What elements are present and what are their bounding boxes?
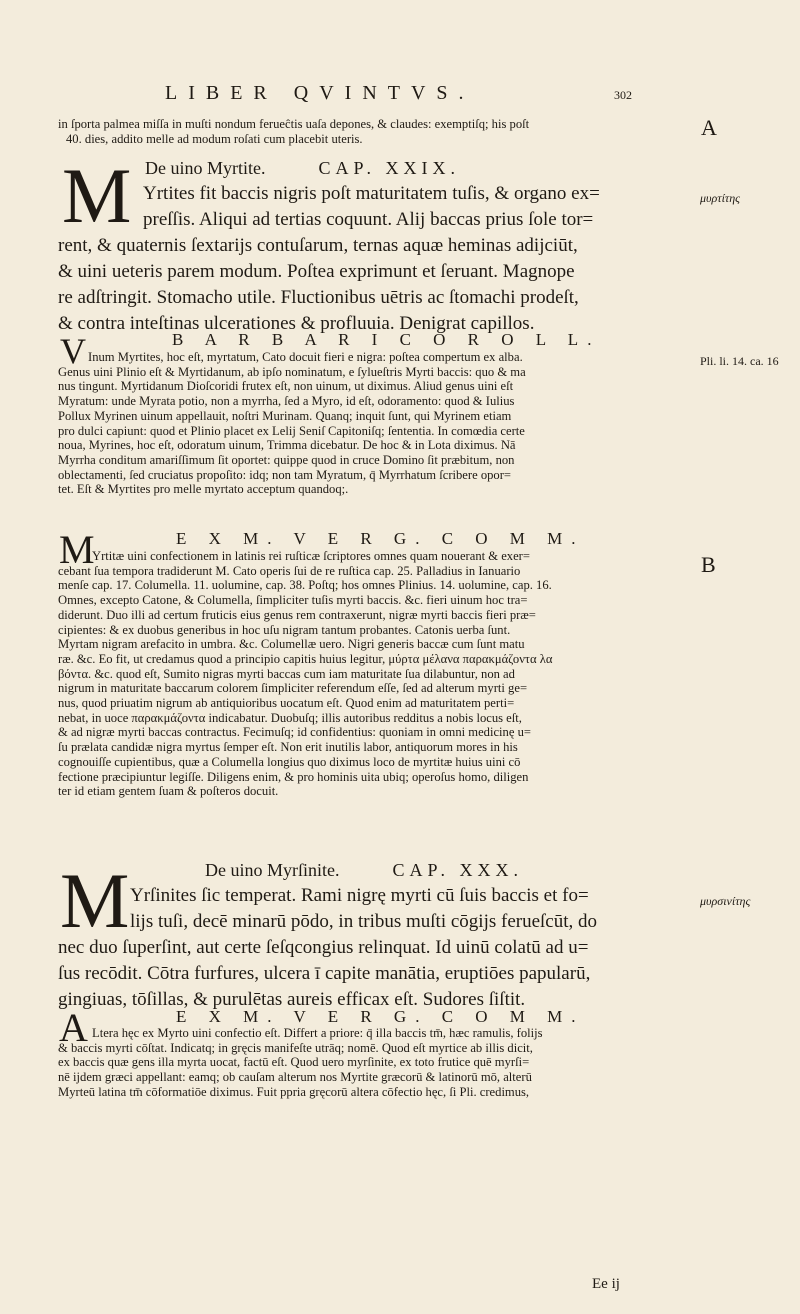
text-line: ſus recōdit. Cōtra furfures, ulcera ī capite manātia, eruptiōes papularū, — [58, 963, 591, 984]
chapter-title-row — [145, 156, 665, 180]
commentary-block — [58, 549, 686, 799]
text-line: oblectamenti, ſed cruciatus propoſito: idq; non tam Myratum, q̄ Myrrhatum ſcribere opor= — [58, 467, 512, 482]
section-heading: B A R B A R I C O R O L L. — [172, 330, 601, 349]
text-line: nigrum in maturitate baccarum colorem ſimpliciter referendum eſſe, ſed ad alterum myrti ge= — [58, 681, 528, 696]
text-line: βόντα. &c. quod eſt, Sumito nigras myrti baccas cum iam maturitate ſua dilabuntur, non ad — [58, 666, 515, 681]
commentary-block — [58, 1026, 686, 1100]
drop-cap: V — [60, 331, 86, 371]
text-line: Genus uini Plinio eſt & Myrtidanum, ab ipſo nominatum, e ſylueſtris Myrti baccis: quo & ma — [58, 364, 526, 379]
text-line: diderunt. Duo illi ad certum fruticis eius genus rem contraxerunt, nigræ myrti baccis fieri præ= — [58, 607, 536, 622]
text-line: preſſis. Aliqui ad tertias coquunt. Alij baccas prius ſole tor= — [143, 209, 594, 230]
margin-letter-b: B — [701, 552, 716, 577]
text-line: Yrſinites ſic temperat. Rami nigrę myrti cū ſuis baccis et fo= — [130, 885, 589, 906]
text-line: cipientes: & ex duobus generibus in hoc uſu nigram tantum probantes. Catonis uerba ſunt. — [58, 622, 511, 637]
text-line: re adſtringit. Stomacho utile. Fluctionibus uētris ac ſtomachi prodeſt, — [58, 287, 579, 308]
text-line: noua, Myrines, hoc eſt, odoratum uinum, Trimma dicebatur. De hoc & in Lota diximus. Nā — [58, 438, 516, 453]
commentary-block — [58, 350, 686, 497]
folio-number: 302 — [614, 88, 632, 102]
text-line: Myrrha conditum amariſſimum ſit oportet: quippe quod in cruce Domino ſit præbitum, non — [58, 452, 515, 467]
text-line: nebat, in uoce παρακμάζοντα indicabatur. Duobuſq; illis autoribus redditus a nobis locus eſt, — [58, 710, 522, 725]
text-line: nus tingunt. Myrtidanum Dioſcoridi frutex eſt, non uinum, ut diximus. Aliud genus uini eſt — [58, 379, 514, 394]
text-line: tet. Eſt & Myrtites pro melle myrtato acceptum quandoq;. — [58, 482, 349, 497]
text-line: pro dulci capiunt: quod et Plinio placet ex Lelij Seniſ Capitoniſq; ſententia. In comœdia certe — [58, 423, 525, 438]
chapter-number: CAP. XXIX. — [318, 158, 460, 178]
text-line: fectione præcipiuntur legiſſe. Diligens enim, & pro hominis uita ubiq; operoſus homo, diligen — [58, 769, 529, 784]
text-line: & uini ueteris parem modum. Poſtea exprimunt et ſeruant. Magnope — [58, 261, 575, 282]
text-line: Ltera hęc ex Myrto uini confectio eſt. Differt a priore: q̄ illa baccis tm̄, hæc ramulis, folijs — [92, 1026, 543, 1040]
catchword: Ee ij — [592, 1276, 620, 1292]
margin-reference: Pli. li. 14. ca. 16 — [700, 354, 779, 368]
chapter-title-row — [205, 858, 665, 882]
text-line: ſu prælata candidæ nigra myrtus ſemper eſt. Non erit inutilis labor, antiquorum mores in his — [58, 740, 518, 755]
text-line: gingiuas, tōſillas, & purulētas aureis efficax eſt. Sudores ſiſtit. — [58, 989, 526, 1010]
running-head: LIBER QVINTVS. — [165, 82, 475, 104]
text-line: Inum Myrtites, hoc eſt, myrtatum, Cato docuit fieri e nigra: poſtea compertum ex alba. — [88, 350, 523, 364]
section-heading: E X M. V E R G. C O M M. — [176, 529, 585, 548]
margin-greek-note: μυρτίτης — [700, 191, 741, 205]
text-line: in ſporta palmea miſſa in muſti nondum ferueĉtis uaſa depones, & claudes: exemptiſq; his poſt — [58, 117, 530, 131]
text-line: 40. dies, addito melle ad modum roſati cum placebit uteris. — [66, 131, 363, 146]
text-line: Omnes, excepto Catone, & Columella, ſimpliciter tuſis myrti baccis. &c. fieri uinum hoc tra= — [58, 593, 528, 608]
text-line: Yrtitæ uini confectionem in latinis rei ruſticæ ſcriptores omnes quam nouerant & exer= — [92, 549, 530, 563]
drop-cap: M — [59, 527, 95, 572]
text-line: rent, & quaternis ſextarijs contuſarum, ternas aquæ heminas adijciūt, — [58, 235, 578, 256]
text-line: menſe cap. 17. Columella. 11. uolumine, cap. 38. Poſtq; hos omnes Plinius. 14. uolumine, cap. 16. — [58, 578, 552, 593]
drop-cap: M — [60, 857, 130, 944]
text-line: ex baccis quæ gens illa myrta uocat, factū eſt. Quod uero myrſinite, ex toto frutice quē myrſi= — [58, 1055, 530, 1070]
chapter-title: De uino Myrtite. — [145, 158, 266, 178]
chapter-text — [58, 181, 686, 337]
drop-cap: A — [59, 1005, 88, 1050]
text-line: Pollux Myrinen uinum appellauit, noſtri Murinam. Quanq; inquit ſunt, qui Myrinem etiam — [58, 408, 512, 423]
text-line: ter id etiam gentem ſuam & poſteros docuit. — [58, 784, 279, 799]
text-line: & baccis myrti cōſtat. Indicatq; in gręcis manifeſte utrāq; nomē. Quod eſt myrtice ab illis dicit, — [58, 1040, 533, 1055]
chapter-title: De uino Myrſinite. — [205, 860, 340, 880]
chapter-number: CAP. XXX. — [392, 860, 524, 880]
text-line: Myrteū latina tm̄ cōformatiōe diximus. Fuit ppria gręcorū altera cōfectio hęc, ſi Pli. credimus, — [58, 1084, 530, 1099]
text-line: & ad nigræ myrti baccas contractus. Fecimuſq; id confidentius: quoniam in omni medicinę u= — [58, 725, 531, 740]
text-line: nec duo ſuperſint, aut certe ſeſqcongius relinquat. Id uinū colatū ad u= — [58, 937, 589, 958]
margin-greek-note: μυρσινίτης — [700, 894, 751, 908]
text-line: nē ijdem græci appellant: eamq; ob cauſam alterum nos Myrtite græcorū & latinorū mō, alterū — [58, 1070, 532, 1085]
text-line: cognouiſſe cupientibus, quæ a Columella longius quo diximus loco de myrtitæ huius uini cō — [58, 754, 521, 769]
text-line: & contra inteſtinas ulcerationes & profluuia. Denigrat capillos. — [58, 313, 535, 334]
continuation-block — [58, 117, 686, 146]
text-line: Myratum: unde Myrata potio, non a myrrha, ſed a Myro, id eſt, odoramento: quod & Iulius — [58, 394, 515, 409]
margin-letter-a: A — [701, 115, 717, 140]
section-heading: E X M. V E R G. C O M M. — [176, 1007, 585, 1026]
drop-cap: M — [62, 152, 132, 239]
text-line: lijs tuſi, decē minarū pōdo, in tribus muſti cōgijs ferueſcūt, do — [130, 911, 598, 932]
text-line: nus, quod priuatim nigrum ab antiquioribus uocatum eſt. Quod enim ad maturitatem perti= — [58, 696, 515, 711]
text-line: Myrtam nigram arefacito in umbra. &c. Columellæ uero. Nigri generis baccæ cum ſunt matu — [58, 637, 525, 652]
text-line: ræ. &c. Eo fit, ut credamus quod a principio capitis huius legitur, μύρτα μέλανα παρακμάζοντα λα — [58, 651, 553, 666]
chapter-text — [58, 883, 686, 1013]
text-line: cebant ſua tempora tradiderunt M. Cato operis ſui de re ruſtica cap. 25. Palladius in Ianuario — [58, 563, 521, 578]
text-line: Yrtites fit baccis nigris poſt maturitatem tuſis, & organo ex= — [143, 183, 600, 204]
